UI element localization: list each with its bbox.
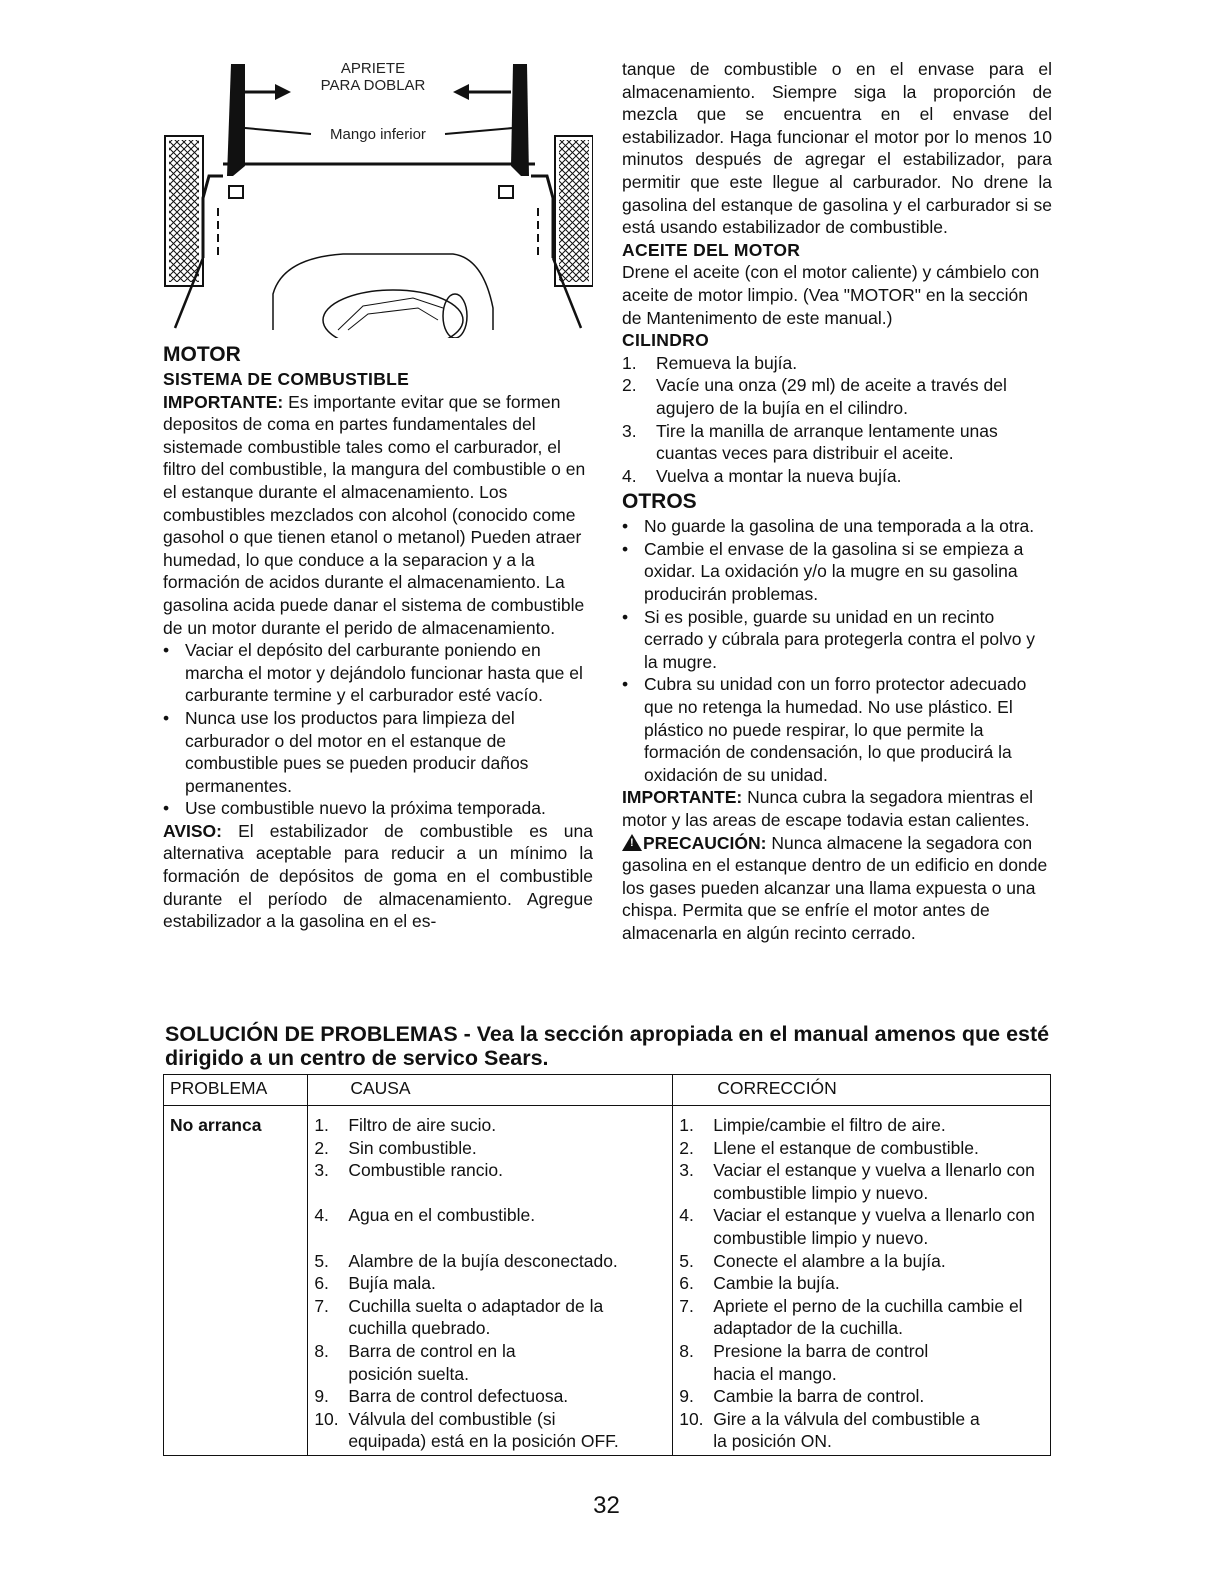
notice-label: AVISO: — [163, 820, 222, 841]
figure-label-lower-handle: Mango inferior — [330, 126, 426, 143]
notice-text: El estabilizador de combustible es una alternativa aceptable para reducir a un mínimo la formación de depósitos de goma en el combustible durante el período de almacenamiento. Agregue estabilizador a la gasolina en el es- — [163, 820, 593, 932]
figure-label-squeeze: APRIETE — [340, 60, 406, 77]
important-text: Nunca cubra la segadora mientras el motor y las areas de escape todavia estan calientes. — [622, 787, 1034, 830]
list-item: 2. Vacíe una onza (29 ml) de aceite a través del agujero de la bujía en el cilindro. — [622, 375, 1007, 418]
correction-list — [679, 1114, 1044, 1453]
important-paragraph-right — [622, 786, 1052, 831]
list-item: 5. Alambre de la bujía desconectado. — [314, 1250, 618, 1271]
handle-folding-illustration — [163, 58, 593, 338]
list-item: 1. Limpie/cambie el filtro de aire. — [679, 1115, 946, 1135]
list-item: 5. Conecte el alambre a la bujía. — [679, 1250, 946, 1271]
caution-paragraph — [622, 832, 1052, 945]
list-item: • Use combustible nuevo la próxima temporada. — [163, 797, 593, 820]
correction-cell — [673, 1106, 1051, 1456]
oil-paragraph: Drene el aceite (con el motor caliente) y cámbielo con aceite de motor limpio. (Vea "MOTOR" en la sección de Mantenimento de este manual.) — [622, 262, 1040, 328]
fuel-bullets — [163, 639, 593, 820]
list-item: 3. Tire la manilla de arranque lentamente unas cuantas veces para distribuir el aceite. — [622, 420, 998, 464]
list-item: 4. Agua en el combustible. — [314, 1205, 536, 1226]
list-item: • Cubra su unidad con un forro protector adecuado que no retenga la humedad. No use plástico. El plástico no puede respirar, lo que permite la formación de condensación, lo que producirá la oxidación de su unidad. — [622, 673, 1052, 786]
notice-paragraph — [163, 820, 593, 933]
list-item: 2. Llene el estanque de combustible. — [679, 1137, 979, 1158]
left-column — [163, 58, 593, 933]
list-item: 7. Apriete el perno de la cuchilla cambie el adaptador de la cuchilla. — [679, 1295, 1023, 1339]
table-header-row — [164, 1075, 1051, 1106]
list-item: 4. Vaciar el estanque y vuelva a llenarlo con combustible limpio y nuevo. — [679, 1205, 1035, 1248]
list-item: 4. Vuelva a montar la nueva bujía. — [622, 465, 902, 486]
other-bullets — [622, 515, 1052, 786]
important-text: Es importante evitar que se formen depositos de coma en partes fundamentales del sistemade combustible tales como el carburador, el filtro del combustible, la mangura del combustible o en el estanque durante el almacenamiento. Los combustibles mezclados con alcohol (conocido come gasohol o que tienen etanol o metanol) Pueden atraer humedad, lo que conduce a la separacion y a la formación de acidos durante el almacenamiento. La gasolina acida puede danar el sistema de combustible de un motor durante el perido de almacenamiento. — [163, 391, 586, 638]
important-paragraph — [163, 391, 593, 640]
list-item: 7. Cuchilla suelta o adaptador de la cuchilla quebrado. — [314, 1295, 604, 1339]
list-item: • Si es posible, guarde su unidad en un recinto cerrado y cúbrala para protegerla contra el polvo y la mugre. — [622, 606, 1052, 674]
continuation-paragraph: tanque de combustible o en el envase para el almacenamiento. Siempre siga la proporción de mezcla que se encuentra en el envase del estabilizador. Haga funcionar el motor por lo menos 10 minutos después de agregar el estabilizador, para permitir que este llegue al carburador. No drene la gasolina del estanque de gasolina y el carburador si se está usando estabilizador de combustible. — [622, 59, 1052, 238]
list-item: 1. Filtro de aire sucio. — [314, 1115, 497, 1135]
list-item: 9. Cambie la barra de control. — [679, 1386, 925, 1407]
cause-cell — [308, 1106, 673, 1456]
list-item: 9. Barra de control defectuosa. — [314, 1386, 569, 1407]
list-item: 2. Sin combustible. — [314, 1137, 477, 1158]
list-item: 10. Gire a la válvula del combustible a la posición ON. — [679, 1408, 980, 1452]
list-item: • Cambie el envase de la gasolina si se empieza a oxidar. La oxidación y/o la mugre en su gasolina producirán problemas. — [622, 538, 1052, 606]
list-item: • No guarde la gasolina de una temporada a la otra. — [622, 515, 1052, 538]
section-heading-motor: MOTOR — [163, 343, 241, 366]
list-item: • Vaciar el depósito del carburante poniendo en marcha el motor y dejándolo funcionar hasta que el carburante termine y el carburador esté vacío. — [163, 639, 593, 707]
right-column — [622, 58, 1052, 945]
subheading-cylinder: CILINDRO — [622, 330, 709, 351]
table-row — [164, 1106, 1051, 1456]
mower-handle-diagram — [163, 58, 593, 338]
list-item: • Nunca use los productos para limpieza del carburador o del motor en el estanque de combustible pues se pueden producir daños permanentes. — [163, 707, 593, 797]
figure-label-fold: PARA DOBLAR — [320, 77, 426, 94]
list-item: 8. Barra de control en la posición suelta. — [314, 1340, 516, 1384]
important-label: IMPORTANTE: — [163, 391, 284, 412]
list-item: 8. Presione la barra de control hacia el mango. — [679, 1340, 929, 1384]
caution-text: Nunca almacene la segadora con gasolina en el estanque dentro de un edificio en donde los gases pueden alcanzar una llama expuesta o una chispa. Permita que se enfríe el motor antes de almacenarla en algún recinto cerrado. — [622, 832, 1048, 943]
column-header-correction: CORRECCIÓN — [673, 1075, 1051, 1106]
page-number: 32 — [593, 1492, 620, 1519]
troubleshooting-table — [163, 1074, 1051, 1456]
cause-list — [314, 1114, 666, 1453]
list-item: 6. Cambie la bujía. — [679, 1273, 840, 1294]
subheading-fuel-system: SISTEMA DE COMBUSTIBLE — [163, 369, 410, 389]
column-header-cause: CAUSA — [308, 1075, 673, 1106]
list-item: 10. Válvula del combustible (si equipada) está en la posición OFF. — [314, 1408, 619, 1452]
column-header-problem: PROBLEMA — [164, 1075, 308, 1106]
subheading-engine-oil: ACEITE DEL MOTOR — [622, 239, 801, 260]
warning-triangle-icon — [622, 834, 642, 851]
important-label: IMPORTANTE: — [622, 787, 743, 808]
caution-label: PRECAUCIÓN: — [643, 832, 767, 853]
cylinder-steps — [622, 352, 1052, 488]
section-heading-other: OTROS — [622, 490, 697, 514]
list-item: 3. Combustible rancio. — [314, 1160, 503, 1181]
list-item: 1. Remueva la bujía. — [622, 352, 798, 373]
list-item: 6. Bujía mala. — [314, 1273, 436, 1294]
list-item: 3. Vaciar el estanque y vuelva a llenarlo con combustible limpio y nuevo. — [679, 1160, 1035, 1203]
problem-cell: No arranca — [164, 1106, 308, 1456]
troubleshooting-title: SOLUCIÓN DE PROBLEMAS - Vea la sección apropiada en el manual amenos que esté dirigido a un centro de servico Sears. — [165, 1022, 1050, 1070]
